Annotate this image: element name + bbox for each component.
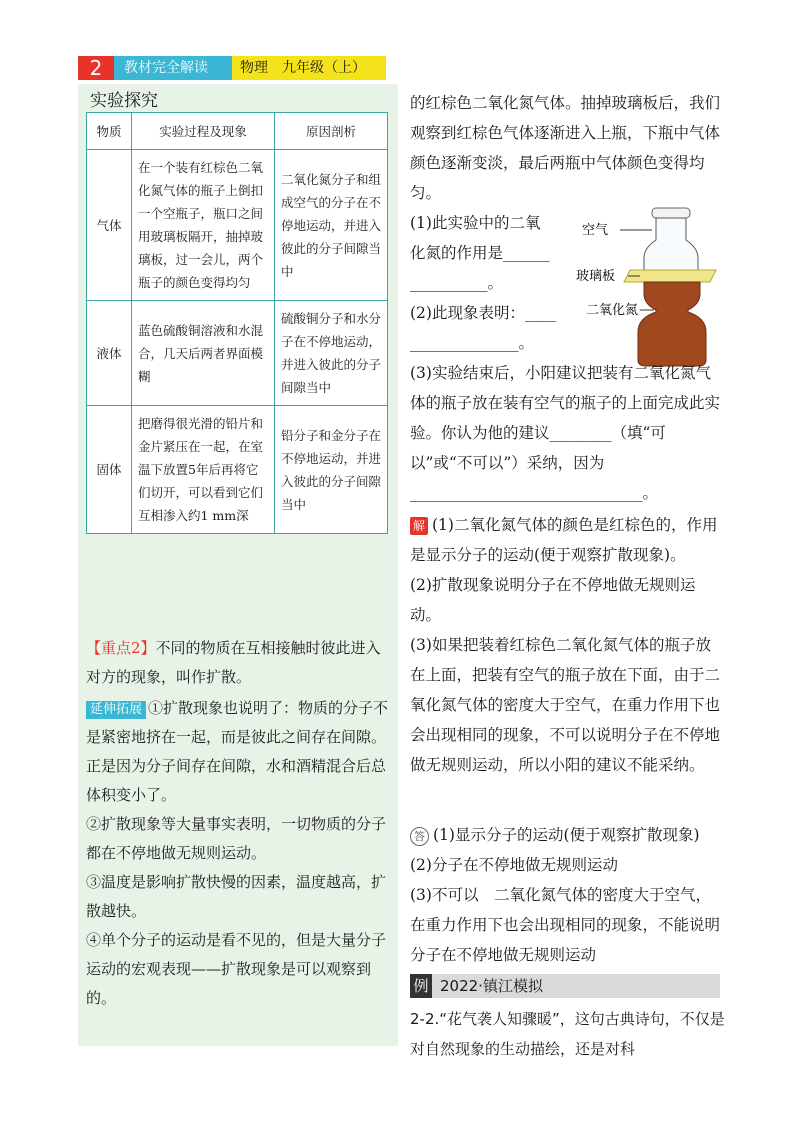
table-cell: 把磨得很光滑的铅片和金片紧压在一起，在室温下放置5年后再将它们切开，可以看到它们互相渗入约1 mm深 bbox=[132, 406, 275, 534]
page-number: 2 bbox=[78, 56, 114, 80]
intro-text: 的红棕色二氧化氮气体。抽掉玻璃板后，我们观察到红棕色气体逐渐进入上瓶，下瓶中气体颜色逐渐变淡，最后两瓶中气体颜色变得均匀。 bbox=[410, 94, 721, 202]
table-header: 原因剖析 bbox=[275, 113, 388, 150]
question-3: (3)实验结束后，小阳建议把装有二氧化氮气体的瓶子放在装有空气的瓶子的上面完成此实验。你认为他的建议________（填“可以”或“不可以”）采纳，因为______________________________。 bbox=[410, 364, 721, 502]
table-cell: 固体 bbox=[87, 406, 132, 534]
diffusion-figure bbox=[576, 200, 730, 370]
extension-tag: 延伸拓展 bbox=[86, 701, 146, 719]
key-point-text: 不同的物质在互相接触时彼此进入对方的现象，叫作扩散。 bbox=[86, 639, 381, 686]
table-cell: 蓝色硫酸铜溶液和水混合，几天后两者界面模糊 bbox=[132, 301, 275, 406]
book-title: 教材完全解读 bbox=[114, 56, 232, 80]
solution-text: (3)如果把装着红棕色二氧化氮气体的瓶子放在上面，把装有空气的瓶子放在下面，由于二氧化氮气体的密度大于空气，在重力作用下也会出现相同的现象，不可以说明分子在不停地做无规则运动，所以小阳的建议不能采纳。 bbox=[410, 636, 721, 774]
question-text: (2)此现象表明：____ bbox=[410, 304, 556, 322]
table-cell: 气体 bbox=[87, 150, 132, 301]
label-air: 空气 bbox=[582, 223, 609, 238]
extension-block bbox=[86, 694, 390, 1013]
question-text: 化氮的作用是______ bbox=[410, 244, 550, 262]
table-cell: 二氧化氮分子和组成空气的分子在不停地运动，并进入彼此的分子间隙当中 bbox=[275, 150, 388, 301]
solution-tag: 解 bbox=[410, 517, 428, 535]
question-text: __________。 bbox=[410, 274, 504, 292]
experiment-table bbox=[86, 112, 388, 534]
label-glass: 玻璃板 bbox=[576, 269, 616, 284]
solution-text: (2)扩散现象说明分子在不停地做无规则运动。 bbox=[410, 576, 696, 624]
key-point-tag: 【重点2】 bbox=[86, 639, 156, 657]
table-header: 物质 bbox=[87, 113, 132, 150]
table-header-row bbox=[87, 113, 388, 150]
table-row bbox=[87, 406, 388, 534]
answer-text: (1)显示分子的运动(便于观察扩散现象) (2)分子在不停地做无规则运动 bbox=[410, 826, 716, 874]
answer-block bbox=[410, 820, 726, 970]
no2-bottle bbox=[638, 282, 706, 366]
label-no2: 二氧化氮 bbox=[586, 303, 639, 318]
extension-item: ④单个分子的运动是看不见的，但是大量分子运动的宏观表现——扩散现象是可以观察到的。 bbox=[86, 931, 387, 1007]
table-cell: 硫酸铜分子和水分子在不停地运动，并进入彼此的分子间隙当中 bbox=[275, 301, 388, 406]
example-source: 2022·镇江模拟 bbox=[440, 977, 543, 995]
air-bottle bbox=[644, 218, 698, 270]
extension-item: ①扩散现象也说明了：物质的分子不是紧密地挤在一起，而是彼此之间存在间隙。正是因为分子间存在间隙，水和酒精混合后总体积变小了。 bbox=[86, 699, 389, 804]
table-cell: 在一个装有红棕色二氧化氮气体的瓶子上倒扣一个空瓶子，瓶口之间用玻璃板隔开，抽掉玻璃板，过一会儿，两个瓶子的颜色变得均匀 bbox=[132, 150, 275, 301]
bottle-top-cap bbox=[652, 208, 690, 218]
question-text: ______________。 bbox=[410, 334, 535, 352]
answer-text: (3)不可以 二氧化氮气体的密度大于空气，在重力作用下也会出现相同的现象，不能说明分子在不停地做无规则运动 bbox=[410, 886, 721, 964]
section-title: 实验探究 bbox=[90, 91, 158, 111]
table-cell: 液体 bbox=[87, 301, 132, 406]
header-bar bbox=[114, 56, 386, 80]
table-cell: 铅分子和金分子在不停地运动，并进入彼此的分子间隙当中 bbox=[275, 406, 388, 534]
table-row bbox=[87, 301, 388, 406]
answer-tag: 答 bbox=[410, 827, 429, 846]
extension-item: ③温度是影响扩散快慢的因素，温度越高，扩散越快。 bbox=[86, 873, 387, 920]
example-tag: 例 bbox=[410, 974, 432, 998]
question-text: (1)此实验中的二氧 bbox=[410, 214, 541, 232]
solution-block bbox=[410, 510, 726, 780]
key-point bbox=[86, 634, 390, 692]
subject-title: 物理 九年级（上） bbox=[232, 56, 386, 80]
question-1 bbox=[410, 208, 600, 358]
table-header: 实验过程及现象 bbox=[132, 113, 275, 150]
extension-item: ②扩散现象等大量事实表明，一切物质的分子都在不停地做无规则运动。 bbox=[86, 815, 387, 862]
example-question: 2-2.“花气袭人知骤暖”，这句古典诗句，不仅是对自然现象的生动描绘，还是对科 bbox=[410, 1010, 725, 1058]
solution-text: (1)二氧化氮气体的颜色是红棕色的，作用是显示分子的运动(便于观察扩散现象)。 bbox=[410, 516, 718, 564]
example-bar bbox=[410, 974, 720, 998]
table-row bbox=[87, 150, 388, 301]
